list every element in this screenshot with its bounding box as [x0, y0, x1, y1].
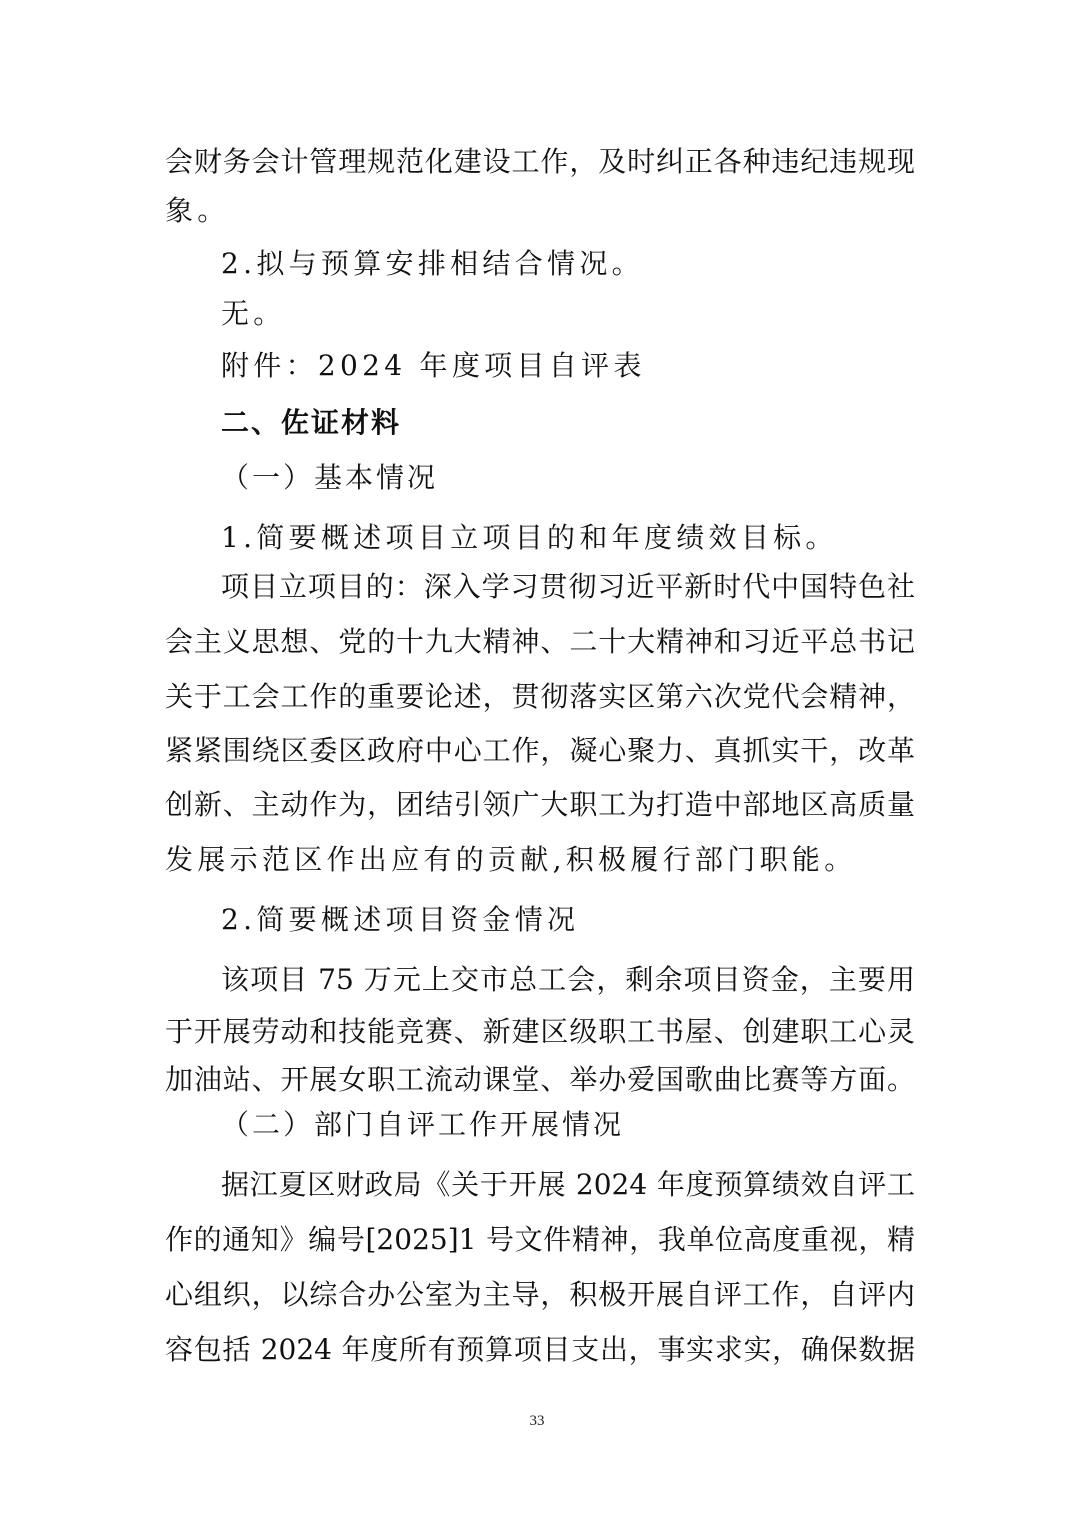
text-line: 容包括 2024 年度所有预算项目支出，事实求实，确保数据	[165, 1333, 915, 1366]
text-line: 于开展劳动和技能竞赛、新建区级职工书屋、创建职工心灵	[165, 1015, 915, 1048]
text-line: 发展示范区作出应有的贡献,积极履行部门职能。	[165, 843, 857, 876]
text-line: 项目立项目的：深入学习贯彻习近平新时代中国特色社	[221, 570, 915, 603]
subsection-heading: （二）部门自评工作开展情况	[221, 1108, 625, 1141]
section-heading: 二、佐证材料	[221, 406, 402, 439]
text-line: 会财务会计管理规范化建设工作，及时纠正各种违纪违规现	[165, 145, 915, 178]
text-line: 2.简要概述项目资金情况	[221, 903, 580, 936]
text-line: 加油站、开展女职工流动课堂、举办爱国歌曲比赛等方面。	[165, 1063, 915, 1096]
text-line: 创新、主动作为，团结引领广大职工为打造中部地区高质量	[165, 788, 915, 821]
text-line: 会主义思想、党的十九大精神、二十大精神和习近平总书记	[165, 625, 915, 658]
text-line: 心组织，以综合办公室为主导，积极开展自评工作，自评内	[165, 1278, 915, 1311]
subsection-heading: （一）基本情况	[221, 461, 439, 494]
text-line: 无。	[221, 297, 286, 330]
text-line: 该项目 75 万元上交市总工会，剩余项目资金，主要用	[221, 963, 915, 996]
text-line: 关于工会工作的重要论述，贯彻落实区第六次党代会精神，	[165, 680, 915, 713]
page-number: 33	[529, 1413, 545, 1429]
text-line: 象。	[165, 194, 230, 227]
text-line: 据江夏区财政局《关于开展 2024 年度预算绩效自评工	[221, 1168, 915, 1201]
text-line: 紧紧围绕区委区政府中心工作，凝心聚力、真抓实干，改革	[165, 734, 915, 767]
text-line: 作的通知》编号[2025]1 号文件精神，我单位高度重视，精	[165, 1223, 915, 1256]
text-line: 2.拟与预算安排相结合情况。	[221, 247, 644, 280]
attachment-line: 附件：2024 年度项目自评表	[221, 349, 646, 382]
text-line: 1.简要概述项目立项目的和年度绩效目标。	[221, 521, 838, 554]
